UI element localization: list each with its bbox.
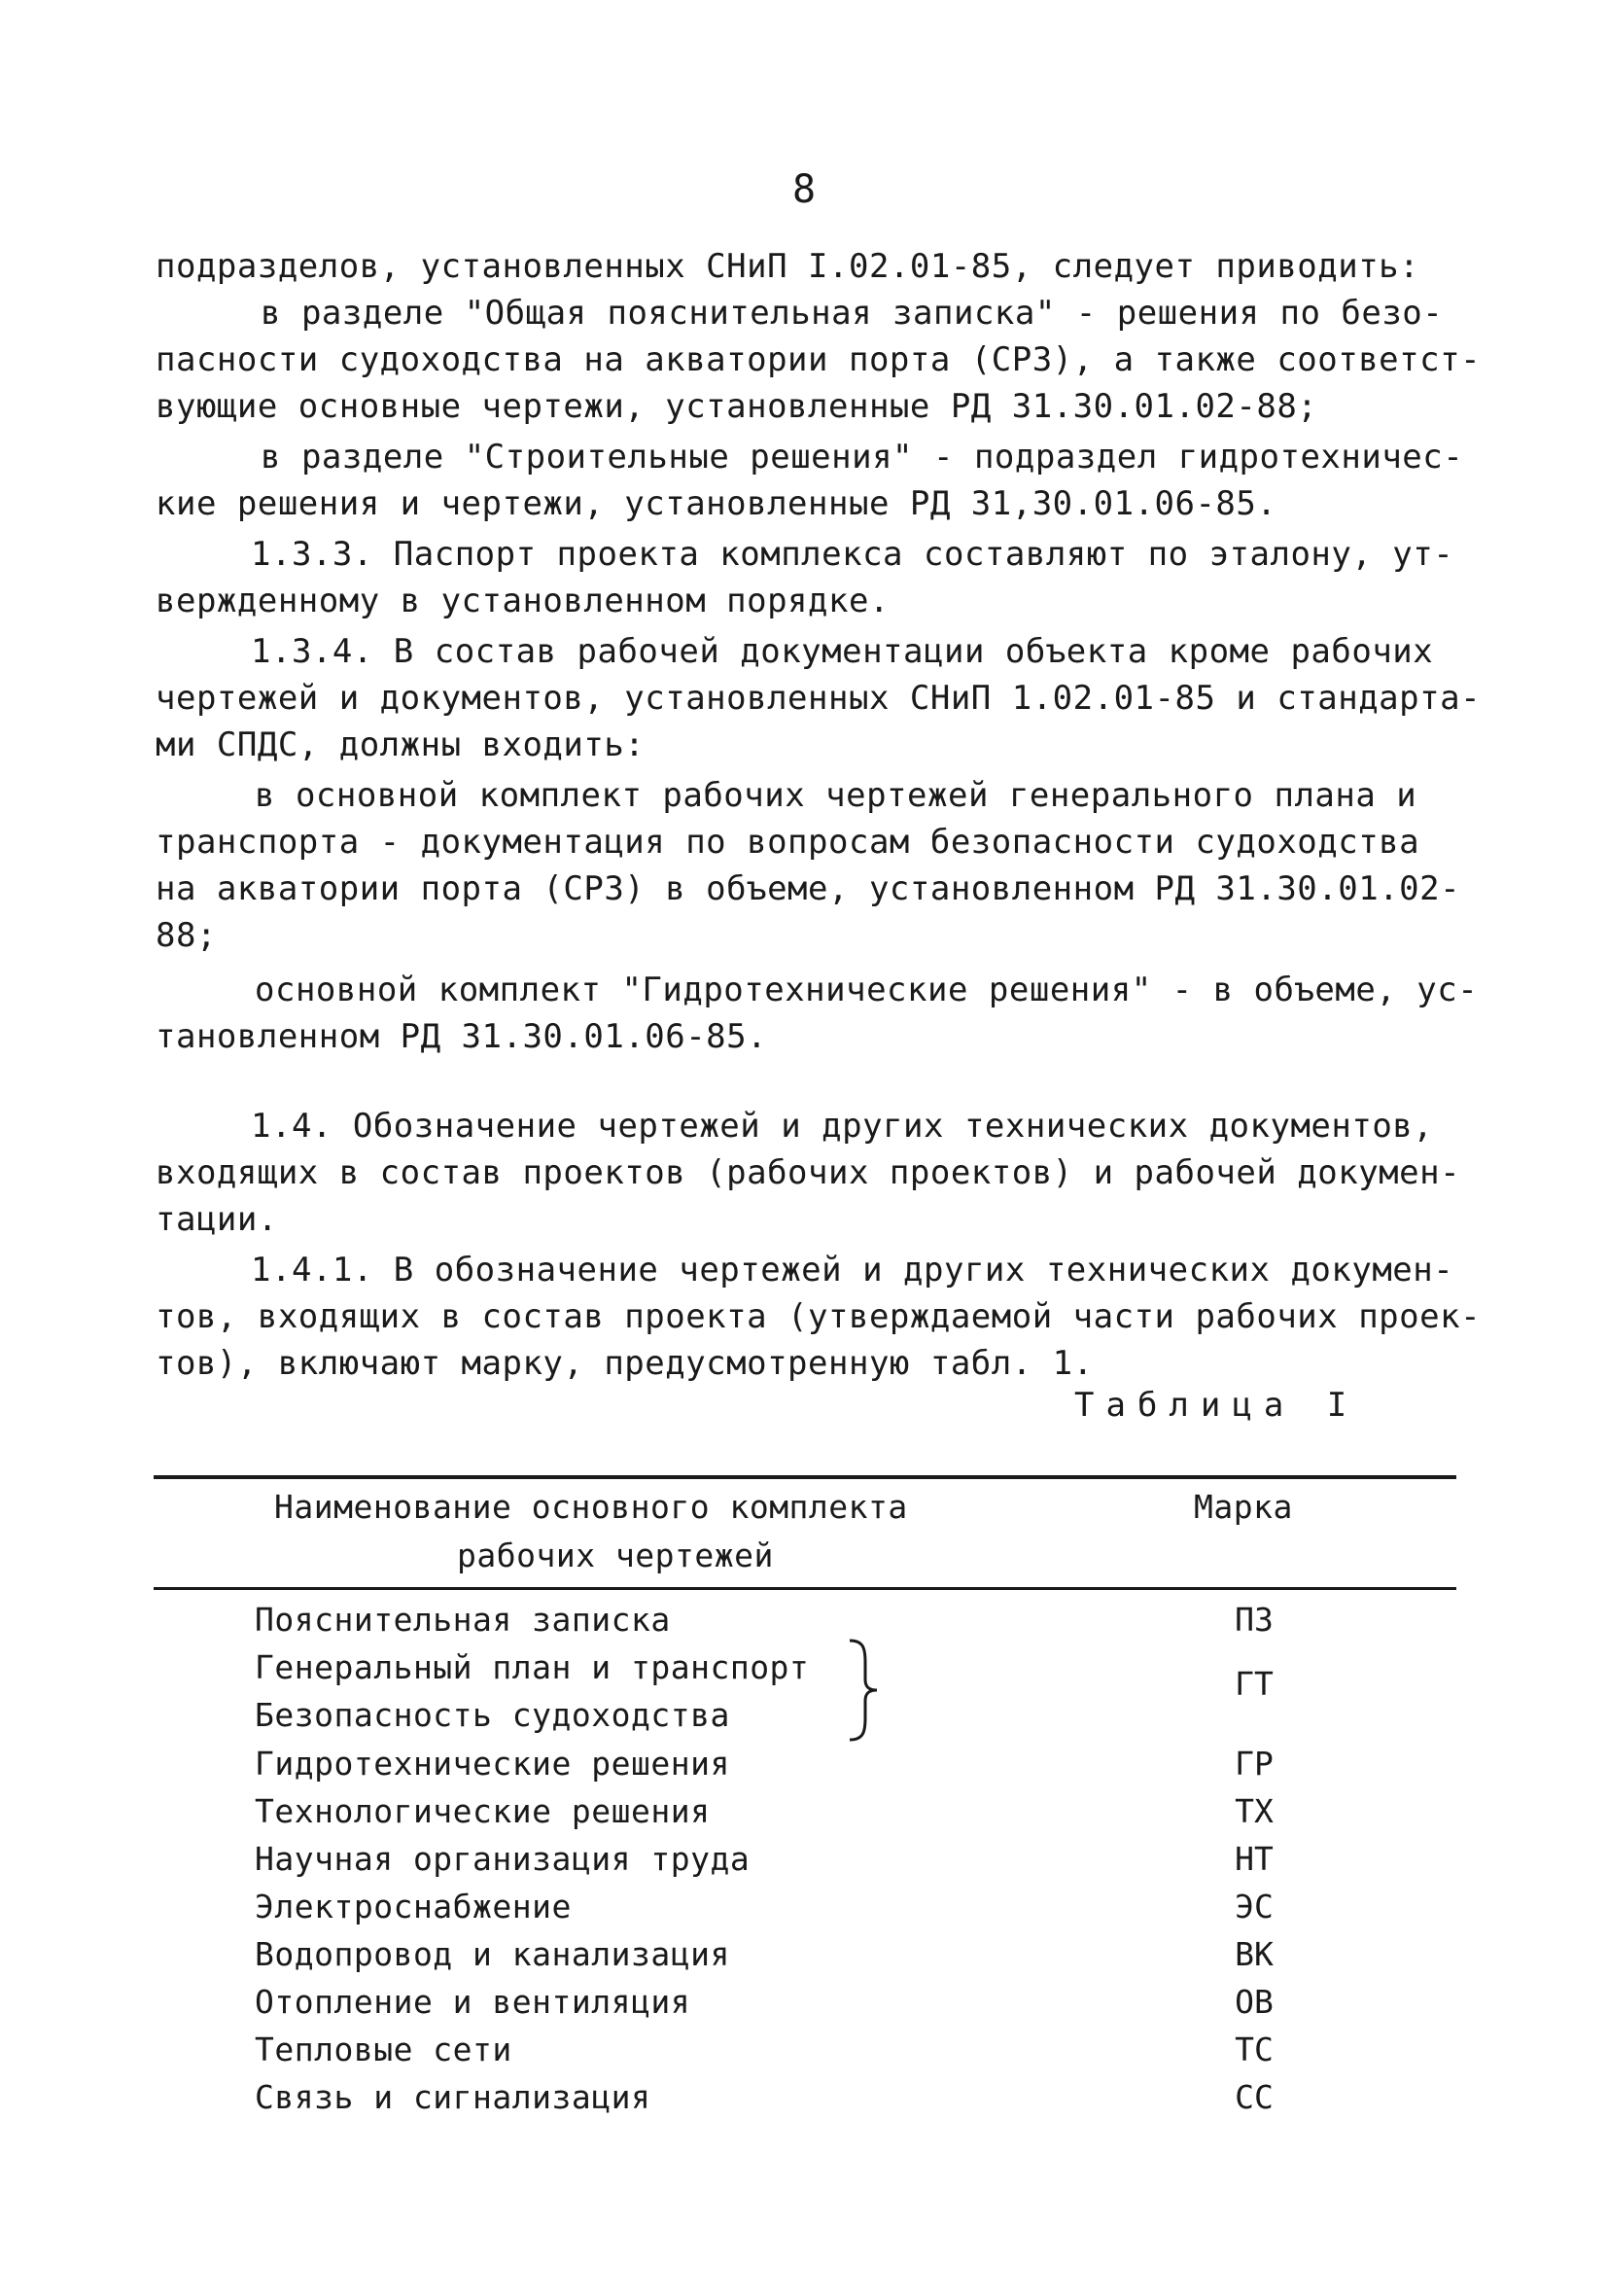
table-top-rule <box>154 1475 1456 1479</box>
table-title: Таблица I <box>1074 1386 1359 1425</box>
text-line: в разделе "Общая пояснительная записка" - решения по безо- <box>261 294 1444 333</box>
text-line: в разделе "Строительные решения" - подраздел гидротехничес- <box>261 438 1464 477</box>
table-row-name: Водопровод и канализация <box>255 1935 730 1973</box>
table-row-mark: СС <box>1235 2078 1274 2116</box>
brace-icon <box>844 1637 883 1744</box>
text-line: тов, входящих в состав проекта (утверждаемой части рабочих проек- <box>156 1297 1482 1336</box>
table-row-name: Гидротехнические решения <box>255 1745 730 1783</box>
table-row-name: Электроснабжение <box>255 1888 572 1925</box>
text-line: основной комплект "Гидротехнические решения" - в объеме, ус- <box>255 971 1479 1009</box>
table-row-name: Пояснительная записка <box>255 1601 671 1639</box>
table-row-mark: НТ <box>1235 1840 1274 1878</box>
table-row-name: Научная организация труда <box>255 1840 751 1878</box>
table-header-rule <box>154 1587 1456 1590</box>
text-line: тановленном РД 31.30.01.06-85. <box>156 1017 768 1056</box>
header-mark: Марка <box>1194 1488 1293 1526</box>
table-row-mark: ГР <box>1235 1745 1274 1783</box>
table-row-name: Технологические решения <box>255 1792 711 1830</box>
table-row-mark: ОВ <box>1235 1983 1274 2021</box>
text-line: ми СПДС, должны входить: <box>156 725 646 764</box>
header-name: рабочих чертежей <box>457 1537 774 1574</box>
table-row-name: Генеральный план и транспорт <box>255 1648 810 1686</box>
text-line: в основной комплект рабочих чертежей генерального плана и <box>255 776 1417 815</box>
page-number: 8 <box>791 167 817 212</box>
table-row-mark: ВК <box>1235 1935 1274 1973</box>
text-line: 1.3.4. В состав рабочей документации объекта кроме рабочих <box>251 632 1434 671</box>
table-row-name: Тепловые сети <box>255 2031 512 2068</box>
text-line: 1.4.1. В обозначение чертежей и других технических докумен- <box>251 1251 1454 1289</box>
table-row-mark: ПЗ <box>1235 1601 1274 1639</box>
table-row-mark: ГТ <box>1235 1665 1274 1703</box>
text-line: вержденному в установленном порядке. <box>156 582 890 620</box>
text-line: тации. <box>156 1200 278 1239</box>
table-row-name: Отопление и вентиляция <box>255 1983 691 2021</box>
text-line: пасности судоходства на акватории порта (СРЗ), а также соответст- <box>156 340 1482 379</box>
text-line: транспорта - документация по вопросам безопасности судоходства <box>156 823 1420 862</box>
text-line: чертежей и документов, установленных СНиП 1.02.01-85 и стандарта- <box>156 679 1482 718</box>
text-line: входящих в состав проектов (рабочих проектов) и рабочей докумен- <box>156 1153 1461 1192</box>
text-line: на акватории порта (СРЗ) в объеме, установленном РД 31.30.01.02- <box>156 869 1461 908</box>
text-line: тов), включают марку, предусмотренную табл. 1. <box>156 1344 1094 1383</box>
table-row-mark: ТС <box>1235 2031 1274 2068</box>
table-row-mark: ТХ <box>1235 1792 1274 1830</box>
text-line: 1.3.3. Паспорт проекта комплекса составляют по эталону, ут- <box>251 535 1454 574</box>
text-line: подразделов, установленных СНиП I.02.01-85, следует приводить: <box>156 247 1420 286</box>
text-line: кие решения и чертежи, установленные РД 31,30.01.06-85. <box>156 484 1277 523</box>
table-row-name: Связь и сигнализация <box>255 2078 651 2116</box>
table-row-mark: ЭС <box>1235 1888 1274 1925</box>
text-line: вующие основные чертежи, установленные РД 31.30.01.02-88; <box>156 387 1318 426</box>
text-line: 1.4. Обозначение чертежей и других технических документов, <box>251 1107 1434 1146</box>
text-line: 88; <box>156 916 217 955</box>
table-row-name: Безопасность судоходства <box>255 1696 730 1734</box>
header-name: Наименование основного комплекта <box>274 1488 908 1526</box>
